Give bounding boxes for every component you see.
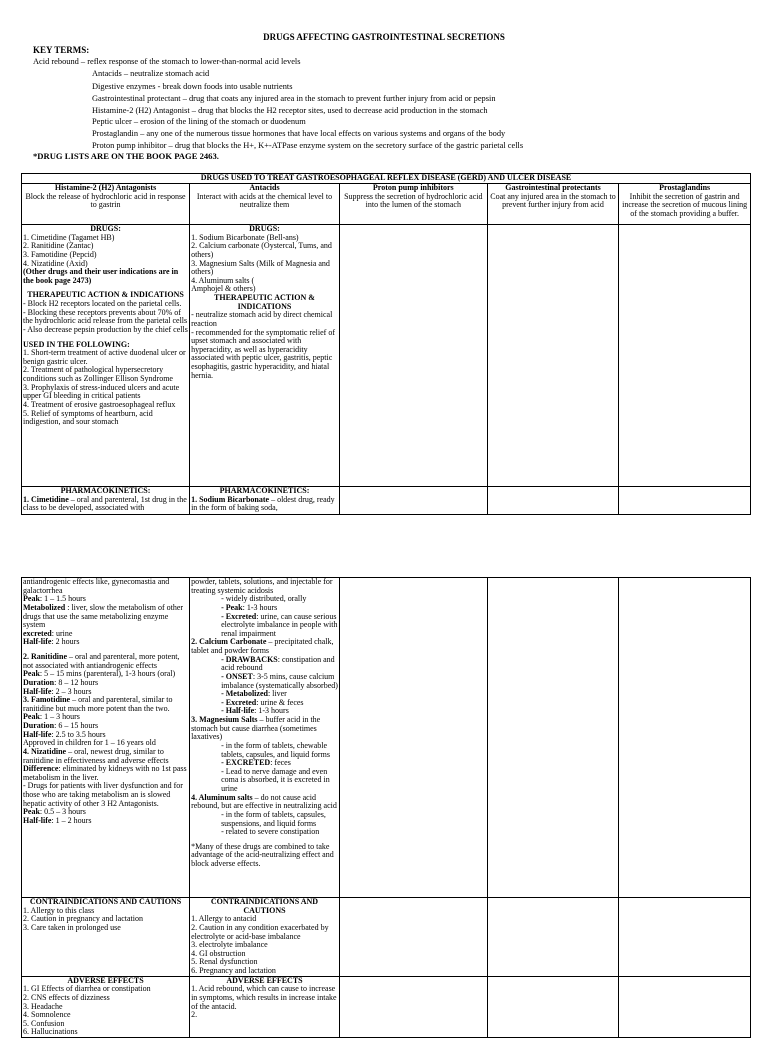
empty-cell	[619, 898, 751, 977]
empty-cell	[619, 487, 751, 515]
pharmacokinetics-label: PHARMACOKINETICS:	[60, 486, 151, 495]
contraindications-label: CONTRAINDICATIONS AND CAUTIONS	[210, 897, 319, 915]
pk-line-text: – precipitated chalk, tablet and powder forms	[191, 637, 334, 655]
list-item: 3. Headache	[23, 1001, 63, 1011]
column-description: Coat any injured area in the stomach to prevent further injury from acid	[490, 191, 616, 210]
empty-cell	[339, 976, 487, 1037]
list-item: 1. GI Effects of diarrhea or constipation	[23, 984, 151, 994]
list-item: - recommended for the symptomatic relief of upset stomach and associated with hyperacidity, as well as hyperacidity associated with peptic ulcer, gastritis, peptic esophagitis, gastric hyperacidity, and hiatal hernia.	[191, 327, 336, 380]
pk-line-text: : 8 – 12 hours	[54, 677, 99, 687]
pk-line-label: Half-life	[23, 637, 52, 647]
pk-line-label: Peak	[23, 594, 40, 604]
pk-line-label: Half-life	[23, 729, 52, 739]
column-header-h2	[22, 184, 190, 225]
pk-line-label: 4. Nizatidine	[23, 746, 67, 756]
drug-name: 1. Sodium Bicarbonate	[191, 494, 270, 504]
pk-line-label: - Excreted	[221, 611, 257, 621]
list-item: - Block H2 receptors located on the parietal cells.	[23, 299, 182, 308]
pk-line-text: *Many of these drugs are combined to take advantage of the acid-neutralizing effect and block adverse effects.	[191, 841, 334, 868]
empty-cell	[339, 225, 487, 487]
pk-line-label: - EXCRETED	[221, 758, 271, 768]
contraindications-label: CONTRAINDICATIONS AND CAUTIONS	[29, 897, 182, 906]
pk-line-text: : liver, slow the metabolism of other drugs that use the same metabolizing enzyme system	[23, 602, 184, 630]
list-item: 3. Prophylaxis of stress-induced ulcers and acute upper GI bleeding in critical patients	[23, 382, 180, 401]
list-item: 6. Hallucinations	[23, 1027, 78, 1037]
pk-line	[191, 794, 338, 811]
pk-line	[23, 653, 188, 670]
pk-line-text: : 0.5 – 3 hours	[39, 807, 86, 817]
pk-line-text: : liver	[267, 689, 287, 699]
empty-cell	[487, 898, 619, 977]
empty-cell	[619, 976, 751, 1037]
pk-line	[23, 817, 188, 826]
h2-pharmacokinetics-top-cell	[22, 487, 190, 515]
key-term-digestive-enzymes: Digestive enzymes - break down foods into usable nutrients	[92, 82, 293, 91]
pk-line-text: : 2.5 to 3.5 hours	[51, 729, 106, 739]
list-item: 2. Calcium carbonate (Oystercal, Tums, and others)	[191, 241, 332, 259]
list-item: 2.	[191, 1010, 198, 1020]
pk-line	[23, 578, 188, 595]
antacid-pharmacokinetics-top-cell	[190, 487, 340, 515]
used-label: USED IN THE FOLLOWING:	[23, 339, 130, 349]
column-header-gi-protectants	[487, 184, 619, 225]
pk-line-text: : 1-3 hours	[254, 706, 289, 716]
pk-line-label: 4. Aluminum salts	[191, 792, 253, 802]
column-description: Interact with acids at the chemical level to neutralize them	[196, 191, 333, 210]
pk-line-label: Half-life	[23, 815, 52, 825]
column-name: Prostaglandins	[659, 183, 711, 192]
pk-line-label: - DRAWBACKS	[221, 654, 278, 664]
table-title: DRUGS USED TO TREAT GASTROESOPHAGEAL REFLEX DISEASE (GERD) AND ULCER DISEASE	[22, 174, 751, 184]
empty-cell	[487, 225, 619, 487]
pk-line-text: : 1 – 2 hours	[51, 815, 92, 825]
pk-line-label: Peak	[23, 669, 40, 679]
column-name: Histamine-2 (H2) Antagonists	[54, 183, 157, 192]
list-item: 3. electrolyte imbalance	[191, 940, 268, 950]
pk-line	[191, 638, 338, 655]
pk-line-text: : 2 hours	[51, 637, 80, 647]
pk-line-text: – do not cause acid rebound, but are effective in neutralizing acid	[191, 792, 337, 811]
column-header-ppi	[339, 184, 487, 225]
column-name: Gastrointestinal protectants	[505, 183, 601, 192]
drug-name: 1. Cimetidine	[23, 494, 69, 504]
therapeutic-label: THERAPEUTIC ACTION & INDICATIONS	[27, 290, 184, 300]
key-term-gi-protectant: Gastrointestinal protectant – drug that coats any injured area in the stomach to prevent further injury from acid or pepsin	[92, 94, 496, 103]
pk-line-label: Half-life	[23, 686, 52, 696]
list-item: 3. Famotidine (Pepcid)	[23, 249, 97, 259]
pk-line-label: - Peak	[221, 602, 243, 612]
pk-line-text: : 5 – 15 mins (parenteral), 1-3 hours (oral)	[39, 669, 176, 679]
list-item: 2. Caution in pregnancy and lactation	[23, 914, 143, 924]
column-header-prostaglandins	[619, 184, 751, 225]
key-term-acid-rebound: Acid rebound – reflex response of the stomach to lower-than-normal acid levels	[33, 57, 301, 66]
pk-line-label: - ONSET	[221, 671, 253, 681]
pk-line	[23, 765, 188, 782]
pk-line	[191, 673, 338, 690]
list-item: 4. Treatment of erosive gastroesophageal reflux	[23, 399, 176, 409]
pk-line-label: excreted	[23, 628, 52, 638]
antacid-pharmacokinetics-cell	[190, 578, 340, 898]
document-title: DRUGS AFFECTING GASTROINTESTINAL SECRETIONS	[263, 32, 505, 42]
drugs-label: DRUGS:	[90, 224, 121, 233]
h2-contraindications-cell	[22, 898, 190, 977]
pk-line-text: : 1-3 hours	[242, 602, 278, 612]
list-item: 4. GI obstruction	[191, 948, 246, 958]
empty-cell	[339, 578, 487, 898]
column-name: Antacids	[249, 183, 280, 192]
column-name: Proton pump inhibitors	[372, 183, 454, 192]
pk-line	[23, 604, 188, 630]
pk-line-text: – oral, newest drug, similar to ranitidine in effectiveness and adverse effects	[23, 746, 169, 765]
pk-line	[191, 742, 338, 759]
pk-line-text: : feces	[270, 758, 291, 768]
pk-line	[191, 656, 338, 673]
drug-desc: – oral and parenteral, 1st drug in the class to be developed, associated with	[23, 494, 187, 513]
list-item: 1. Allergy to this class	[23, 905, 95, 915]
list-item: 2. Caution in any condition exacerbated by electrolyte or acid-base imbalance	[191, 922, 329, 941]
pk-line-text: : 1 – 3 hours	[39, 712, 80, 722]
list-item: Amphojel & others)	[191, 284, 256, 294]
column-header-antacids	[190, 184, 340, 225]
list-item: 5. Renal dysfunction	[191, 957, 258, 967]
pk-line	[23, 696, 188, 713]
list-item: 1. Sodium Bicarbonate (Bell-ans)	[191, 232, 299, 242]
pk-text	[23, 496, 188, 513]
pharmacokinetics-label: PHARMACOKINETICS:	[219, 486, 310, 495]
list-item: 1. Allergy to antacid	[191, 914, 257, 924]
pk-line	[191, 843, 338, 869]
pk-line-text: - in the form of tablets, chewable tablets, capsules, and liquid forms	[221, 740, 330, 759]
column-description: Block the release of hydrochloric acid in response to gastrin	[25, 191, 186, 210]
list-item: 1. Cimetidine (Tagamet HB)	[23, 232, 115, 242]
list-item: 4. Aluminum salts (	[191, 275, 255, 285]
pk-line-text: antiandrogenic effects like, gynecomastia and galactorrhea	[23, 577, 170, 595]
pk-line-text: : eliminated by kidneys with no 1st pass metabolism in the liver.	[23, 764, 187, 782]
pk-line-text: - related to severe constipation	[221, 827, 320, 837]
pk-line-text: : urine & feces	[256, 697, 304, 707]
empty-cell	[619, 225, 751, 487]
list-item: - neutralize stomach acid by direct chemical reaction	[191, 310, 333, 328]
list-item: 2. Ranitidine (Zantac)	[23, 241, 94, 251]
key-term-h2-antagonist: Histamine-2 (H2) Antagonist – drug that blocks the H2 receptor sites, used to decrease acid production in the stomach	[92, 106, 488, 115]
list-item: - Blocking these receptors prevents about 70% of the hydrochloric acid release from the parietal cells	[23, 307, 188, 326]
pk-line-label: Peak	[23, 712, 40, 722]
pk-line	[191, 613, 338, 639]
pk-line-label: Duration	[23, 721, 55, 730]
key-term-proton-pump-inhibitor: Proton pump inhibitor – drug that blocks the H+, K+-ATPase enzyme system on the secretory surface of the gastric parietal cells	[92, 141, 524, 150]
empty-cell	[339, 898, 487, 977]
empty-cell	[487, 976, 619, 1037]
pk-line-text: – buffer acid in the stomach but cause diarrhea (sometimes laxatives)	[191, 715, 321, 742]
pk-line-text: - in the form of tablets, capsules, suspensions, and liquid forms	[221, 809, 326, 828]
pk-line-text: - widely distributed, orally	[221, 594, 307, 604]
pk-line-text: : 2 – 3 hours	[51, 686, 92, 696]
pk-line-text: : urine, can cause serious electrolyte imbalance in people with renal impairment	[221, 611, 338, 638]
list-item: 3. Magnesium Salts (Milk of Magnesia and others)	[191, 258, 330, 277]
drug-desc: – oldest drug, ready in the form of baking soda,	[191, 494, 335, 513]
pk-line-text: : constipation and acid rebound	[221, 654, 335, 673]
pk-line-label: Metabolized	[23, 602, 66, 612]
pk-line-text: - Lead to nerve damage and even coma is absorbed, it is excreted in urine	[221, 766, 330, 793]
key-term-prostaglandin: Prostaglandin – any one of the numerous tissue hormones that have local effects on various systems and organs of the body	[92, 129, 506, 138]
pk-line	[191, 828, 338, 837]
pk-line-label: - Metabolized	[221, 689, 268, 699]
drugs-book-note: (Other drugs and their user indications are in the book page 2473)	[23, 267, 179, 285]
h2-adverse-effects-cell	[22, 976, 190, 1037]
pk-line-label: Peak	[23, 807, 40, 817]
adverse-effects-label: ADVERSE EFFECTS	[226, 976, 303, 985]
pk-line-text: : 6 – 15 hours	[54, 721, 99, 730]
pk-line	[191, 578, 338, 595]
h2-pharmacokinetics-cell	[22, 578, 190, 898]
pk-line-text: : urine	[51, 628, 73, 638]
book-page-note: *DRUG LISTS ARE ON THE BOOK PAGE 2463.	[33, 151, 219, 161]
column-description: Suppress the secretion of hydrochloric acid into the lumen of the stomach	[344, 191, 483, 210]
pk-line-text: powder, tablets, solutions, and injectable for treating systemic acidosis	[191, 577, 333, 595]
empty-cell	[487, 487, 619, 515]
pk-line-label: 2. Calcium Carbonate	[191, 637, 267, 647]
pk-line-label: Duration	[23, 677, 55, 687]
list-item: 1. Short-term treatment of active duodenal ulcer or benign gastric ulcer.	[23, 348, 186, 366]
drug-table-part-2	[21, 577, 751, 1038]
pk-line	[191, 768, 338, 794]
pk-line	[191, 811, 338, 828]
list-item: 2. CNS effects of dizziness	[23, 992, 110, 1002]
list-item: 4. Nizatidine (Axid)	[23, 258, 88, 268]
pk-line-label: 3. Famotidine	[23, 695, 71, 705]
antacid-contraindications-cell	[190, 898, 340, 977]
empty-cell	[487, 578, 619, 898]
pk-line-text: – oral and parenteral, more potent, not associated with antiandrogenic effects	[23, 652, 180, 670]
pk-line-text: Approved in children for 1 – 16 years old	[23, 738, 156, 748]
therapeutic-label: THERAPEUTIC ACTION & INDICATIONS	[214, 293, 315, 311]
adverse-effects-label: ADVERSE EFFECTS	[67, 976, 144, 985]
list-item: 4. Somnolence	[23, 1010, 71, 1020]
pk-line-label: - Excreted	[221, 697, 257, 707]
antacid-adverse-effects-cell	[190, 976, 340, 1037]
pk-line	[23, 782, 188, 808]
pk-text	[191, 496, 338, 513]
list-item: 6. Pregnancy and lactation	[191, 966, 276, 975]
empty-cell	[339, 487, 487, 515]
pk-line-text: : 1 – 1.5 hours	[39, 594, 86, 604]
pk-line	[23, 638, 188, 647]
pk-line	[23, 748, 188, 765]
list-item: 5. Relief of symptoms of heartburn, acid indigestion, and sour stomach	[23, 408, 153, 427]
pk-line-text: : 3-5 mins, cause calcium imbalance (systematically absorbed)	[221, 671, 338, 690]
drugs-label: DRUGS:	[249, 224, 280, 233]
list-item: 2. Treatment of pathological hypersecretory conditions such as Zollinger Ellison Syndrome	[23, 365, 173, 383]
column-description: Inhibit the secretion of gastrin and increase the secretion of mucous lining of the stomach providing a buffer.	[622, 191, 748, 218]
pk-line-label: - Half-life	[221, 706, 255, 716]
pk-line	[191, 716, 338, 742]
list-item: 3. Care taken in prolonged use	[23, 922, 121, 932]
antacid-drugs-and-actions-cell	[190, 225, 340, 487]
empty-cell	[619, 578, 751, 898]
list-item: 5. Confusion	[23, 1018, 65, 1028]
drug-table-part-1	[21, 173, 751, 515]
key-term-peptic-ulcer: Peptic ulcer – erosion of the lining of the stomach or duodenum	[92, 117, 306, 126]
list-item: - Also decrease pepsin production by the chief cells	[23, 324, 188, 334]
pk-line-text: – oral and parenteral, similar to ranitidine but much more potent than the two.	[23, 695, 173, 713]
key-terms-heading: KEY TERMS:	[33, 45, 90, 55]
pk-line-label: 2. Ranitidine	[23, 652, 68, 661]
key-term-antacids: Antacids – neutralize stomach acid	[92, 69, 210, 78]
h2-drugs-and-actions-cell	[22, 225, 190, 487]
pk-line-label: 3. Magnesium Salts	[191, 715, 258, 724]
pk-line-label: Difference	[23, 764, 59, 774]
pk-line-text: - Drugs for patients with liver dysfunction and for those who are taking metabolism an is slowed hepatic activity of other 3 H2 Antagonists.	[23, 781, 183, 808]
list-item: 1. Acid rebound, which can cause to increase in symptoms, which results in increase intake of the antacid.	[191, 984, 337, 1011]
